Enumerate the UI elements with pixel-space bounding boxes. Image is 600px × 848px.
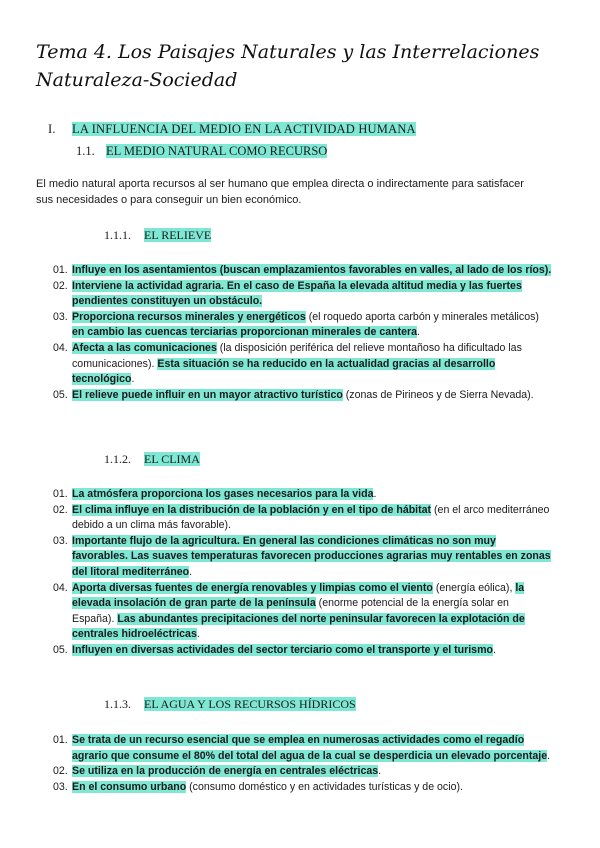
list-clima [40,487,552,659]
item-text: (el roquedo aporta carbón y minerales metálicos) [305,310,539,323]
item-highlight: la elevada insolación de gran parte de la península [72,581,525,610]
item-text: (la disposición periférica del relieve montañoso ha dificultado las comunicaciones). [72,341,522,370]
item-highlight: Afecta a las comunicaciones [72,341,217,354]
item-text: (energía eólica), [432,581,516,594]
item-number: 05. [53,388,68,401]
list-item [40,503,552,534]
subsection-heading-1-1 [76,144,327,159]
heading-label: EL CLIMA [144,452,200,466]
list-relieve [40,263,552,403]
item-highlight: Las abundantes precipitaciones del norte peninsular favorecen la explotación de centrales hidroeléctricas [72,612,525,641]
list-item [40,780,552,796]
heading-number: 1.1.2. [104,452,131,466]
heading-number: 1.1.1. [104,228,131,242]
document-title-line2: Naturaleza-Sociedad [36,69,238,91]
item-number: 04. [53,341,68,354]
list-agua [40,733,552,795]
item-highlight: Proporciona recursos minerales y energéticos [72,310,306,323]
item-text: (enorme potencial de la energía solar en España). [72,597,509,625]
section-heading-1 [48,122,416,137]
heading-relieve [104,228,211,243]
item-text: (consumo doméstico y en actividades turísticas y de ocio). [186,780,463,793]
list-item [40,388,552,404]
item-number: 01. [53,734,68,746]
item-number: 02. [53,765,68,778]
item-highlight: Influye en los asentamientos (buscan emplazamientos favorables en valles, al lado de los ríos). [72,264,552,276]
item-number: 02. [53,503,68,516]
section-label: LA INFLUENCIA DEL MEDIO EN LA ACTIVIDAD HUMANA [72,122,416,136]
intro-paragraph: El medio natural aporta recursos al ser humano que emplea directa o indirectamente para satisfacer sus necesidades o para conseguir un bien económico. [36,178,524,206]
item-highlight: Aporta diversas fuentes de energía renovables y limpias como el viento [72,581,433,594]
item-number: 01. [53,488,68,500]
item-number: 05. [53,643,68,656]
list-item: 04. Aporta diversas fuentes de energía renovables y limpias como el viento (energía eólica), la elevada insolación de gran parte de la península (enorme potencial de la energía solar en España). Las abundantes precipitaciones del norte peninsular favorecen la explotación de centrales hidroeléctricas. [53,581,525,641]
document-title [36,38,576,94]
list-item [40,263,552,279]
item-highlight: Se utiliza en la producción de energía en centrales eléctricas [72,765,379,778]
item-number: 02. [53,279,68,292]
list-item: 04. Afecta a las comunicaciones (la disposición periférica del relieve montañoso ha dificultado las comunicaciones). Esta situación se ha reducido en la actualidad gracias al desarrollo tecnológico. [53,341,522,386]
heading-label: EL RELIEVE [144,228,212,242]
item-highlight: Importante flujo de la agricultura. En general las condiciones climáticas no son muy favorables. Las suaves temperaturas favorecen producciones agrarias muy rentables en zonas del litoral mediterráneo [72,534,551,578]
item-highlight: El relieve puede influir en un mayor atractivo turístico [72,388,343,401]
subsection-label: EL MEDIO NATURAL COMO RECURSO [106,144,328,158]
item-highlight: Esta situación se ha reducido en la actualidad gracias al desarrollo tecnológico [72,357,496,386]
item-highlight: La atmósfera proporciona los gases necesarios para la vida [72,488,374,500]
item-highlight: En el consumo urbano [72,780,187,793]
list-item: 03. Importante flujo de la agricultura. En general las condiciones climáticas no son muy favorables. Las suaves temperaturas favorecen producciones agrarias muy rentables en zonas del litoral mediterráneo. [53,534,551,578]
item-highlight: Interviene la actividad agraria. En el caso de España la elevada altitud media y las fuertes pendientes constituyen un obstáculo. [72,279,522,308]
item-highlight: El clima influye en la distribución de la población y en el tipo de hábitat [72,503,432,516]
heading-agua [104,697,356,712]
item-highlight: Influyen en diversas actividades del sector terciario como el transporte y el turismo [72,643,493,656]
item-highlight: en cambio las cuencas terciarias proporcionan minerales de cantera [72,326,418,339]
heading-number: 1.1.3. [104,697,131,711]
section-number: I. [48,122,56,136]
subsection-number: 1.1. [76,144,95,158]
list-item: 01. La atmósfera proporciona los gases necesarios para la vida. [40,487,552,503]
list-item: 01. Se trata de un recurso esencial que se emplea en numerosas actividades como el regadío agrario que consume el 80% del total del agua de la cual se desperdicia un elevado porcentaje. [53,734,551,762]
heading-clima [104,452,200,467]
list-item: 02. Se utiliza en la producción de energía en centrales eléctricas. [40,764,552,780]
document-title-line1: Tema 4. Los Paisajes Naturales y las Interrelaciones [36,41,540,63]
list-item [40,279,552,310]
item-number: 01. [53,264,68,276]
item-text: (en el arco mediterráneo debido a un clima más favorable). [72,503,550,532]
item-number: 04. [53,581,68,594]
item-text: (zonas de Pirineos y de Sierra Nevada). [342,388,534,401]
item-number: 03. [53,310,68,323]
item-number: 03. [53,780,68,793]
heading-label: EL AGUA Y LOS RECURSOS HÍDRICOS [144,697,356,711]
item-highlight: Se trata de un recurso esencial que se emplea en numerosas actividades como el regadío agrario que consume el 80% del total del agua de la cual se desperdicia un elevado porcentaje [72,734,548,762]
item-number: 03. [53,534,68,547]
list-item: 05. Influyen en diversas actividades del sector terciario como el transporte y el turismo. [40,643,552,659]
list-item: 03. Proporciona recursos minerales y energéticos (el roquedo aporta carbón y minerales metálicos) en cambio las cuencas terciarias proporcionan minerales de cantera. [53,310,539,339]
